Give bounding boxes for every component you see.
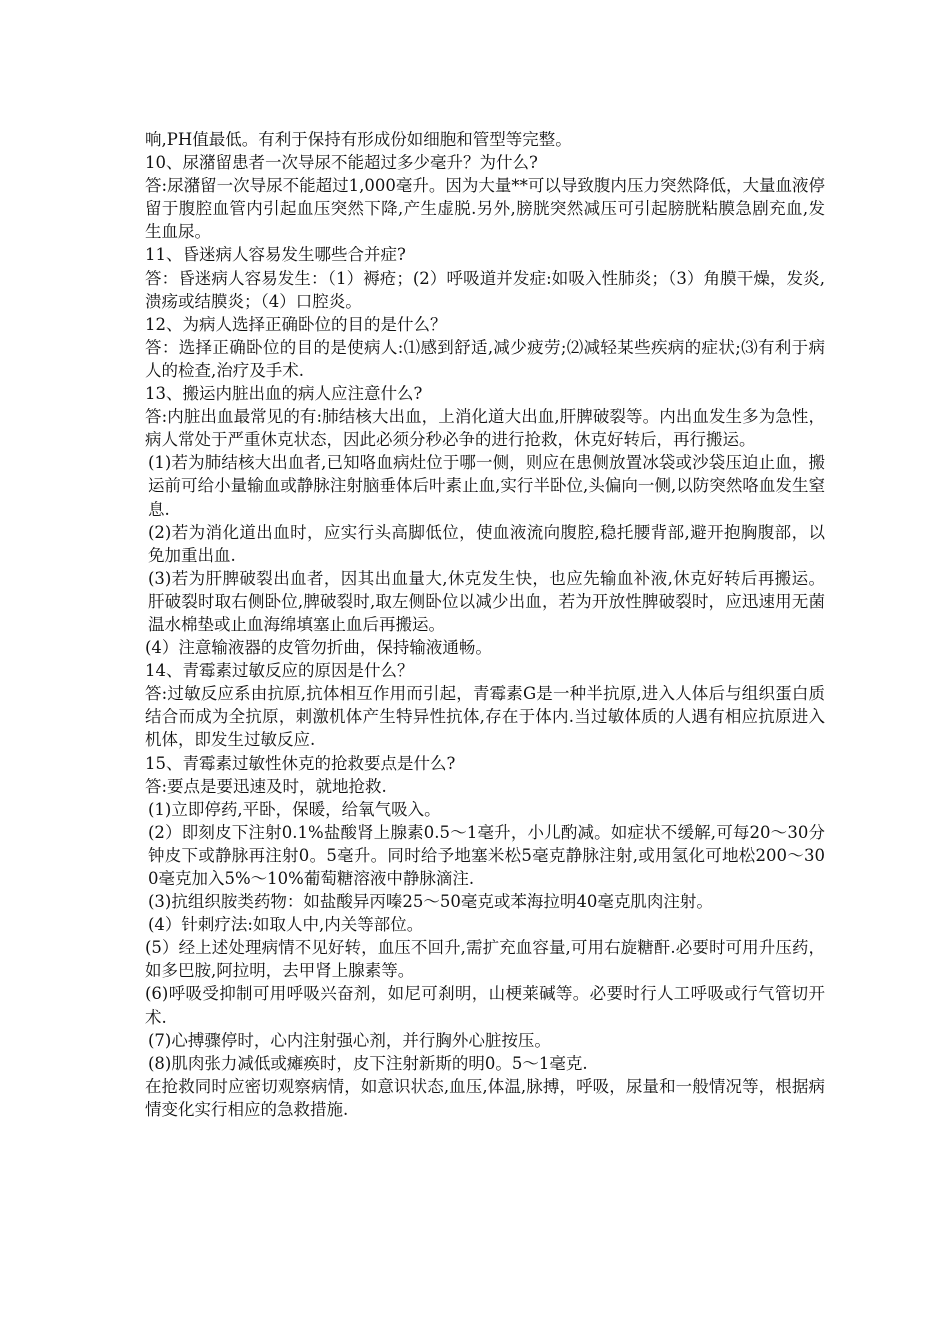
question-15: 15、青霉素过敏性休克的抢救要点是什么? (145, 753, 456, 773)
question-13: 13、搬运内脏出血的病人应注意什么? (145, 384, 423, 404)
answer-13: 答:内脏出血最常见的有:肺结核大出血，上消化道大出血,肝脾破裂等。内出血发生多为急性，病人常处于严重休克状态，因此必须分秒必争的进行抢救，休克好转后，再行搬运。 (145, 407, 825, 450)
question-14: 14、青霉素过敏反应的原因是什么？ (145, 661, 414, 681)
answer-15-item-1: (1)立即停药,平卧，保暖，给氧气吸入。 (148, 799, 441, 819)
answer-14: 答:过敏反应系由抗原,抗体相互作用而引起，青霉素G是一种半抗原,进入人体后与组织蛋白质结合而成为全抗原，刺激机体产生特异性抗体,存在于体内.当过敏体质的人遇有相应抗原进入机体，即发生过敏反应. (145, 684, 825, 750)
answer-13-item-4: (4）注意输液器的皮管勿折曲，保持输液通畅。 (145, 638, 492, 658)
answer-13-item-3: (3)若为肝脾破裂出血者，因其出血量大,休克发生快，也应先输血补液,休克好转后再搬运。肝破裂时取右侧卧位,脾破裂时,取左侧卧位以减少出血，若为开放性脾破裂时，应迅速用无菌温水棉垫或止血海绵填塞止血后再搬运。 (148, 568, 825, 634)
document-body (145, 128, 825, 1121)
answer-15-item-2: (2）即刻皮下注射0.1%盐酸肾上腺素0.5～1毫升，小儿酌减。如症状不缓解,可每20～30分钟皮下或静脉再注射0。5毫升。同时给予地塞米松5毫克静脉注射,或用氢化可地松200～300毫克加入5%～10%葡萄糖溶液中静脉滴注. (148, 822, 825, 888)
answer-15-item-5: (5）经上述处理病情不见好转，血压不回升,需扩充血容量,可用右旋糖酐.必要时可用升压药，如多巴胺,阿拉明，去甲肾上腺素等。 (145, 938, 825, 981)
answer-15-item-3: (3)抗组织胺类药物：如盐酸异丙嗪25～50毫克或苯海拉明40毫克肌肉注射。 (148, 892, 713, 912)
answer-13-item-1: (1)若为肺结核大出血者,已知咯血病灶位于哪一侧，则应在患侧放置冰袋或沙袋压迫止血，搬运前可给小量输血或静脉注射脑垂体后叶素止血,实行半卧位,头偏向一侧,以防突然咯血发生窒息. (148, 453, 825, 519)
answer-15: 答:要点是要迅速及时，就地抢救. (145, 776, 387, 796)
question-11: 11、昏迷病人容易发生哪些合并症? (145, 245, 406, 265)
answer-15-item-6: (6)呼吸受抑制可用呼吸兴奋剂，如尼可刹明，山梗莱碱等。必要时行人工呼吸或行气管切开术. (145, 984, 825, 1027)
answer-15-item-4: (4）针刺疗法:如取人中,内关等部位。 (148, 915, 424, 935)
answer-13-item-2: (2)若为消化道出血时，应实行头高脚低位，使血液流向腹腔,稳托腰背部,避开抱胸腹部，以免加重出血. (148, 522, 825, 565)
answer-12: 答：选择正确卧位的目的是使病人:⑴感到舒适,减少疲劳;⑵减轻某些疾病的症状;⑶有利于病人的检查,治疗及手术. (145, 337, 825, 380)
answer-15-conclusion: 在抢救同时应密切观察病情，如意识状态,血压,体温,脉搏，呼吸，尿量和一般情况等，根据病情变化实行相应的急救措施. (145, 1076, 825, 1119)
paragraph-continuation: 响,PH值最低。有利于保持有形成份如细胞和管型等完整。 (145, 130, 572, 149)
question-12: 12、为病人选择正确卧位的目的是什么？ (145, 314, 447, 334)
answer-11: 答：昏迷病人容易发生：（1）褥疮；(2）呼吸道并发症:如吸入性肺炎；（3）角膜干燥，发炎,溃疡或结膜炎；（4）口腔炎。 (145, 268, 825, 311)
answer-15-item-8: (8)肌肉张力减低或瘫痪时，皮下注射新斯的明0。5～1毫克. (148, 1053, 588, 1073)
question-10: 10、尿潴留患者一次导尿不能超过多少毫升？为什么? (145, 153, 538, 173)
answer-10: 答:尿潴留一次导尿不能超过1,000毫升。因为大量**可以导致腹内压力突然降低，大量血液停留于腹腔血管内引起血压突然下降,产生虚脱.另外,膀胱突然减压可引起膀胱粘膜急剧充血,发生血尿。 (145, 176, 825, 242)
answer-15-item-7: (7)心搏骤停时，心内注射强心剂，并行胸外心脏按压。 (148, 1030, 551, 1050)
